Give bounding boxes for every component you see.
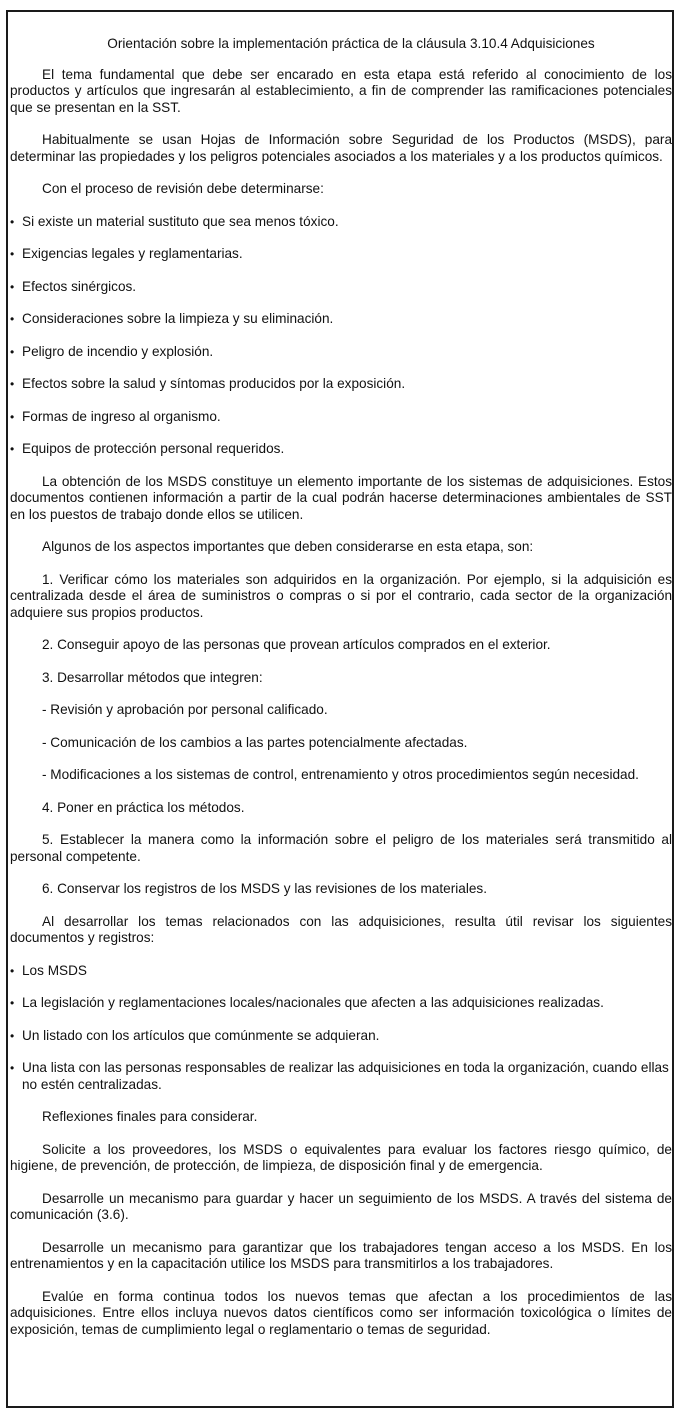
paragraph: Evalúe en forma continua todos los nuevos temas que afectan a los procedimientos de las adquisiciones. Entre ellos incluya nuevos datos científicos como ser información toxicológica o límites de exposición, temas de cumplimiento legal o reglamentario o temas de seguridad. bbox=[10, 1288, 672, 1337]
bullet-text: Si existe un material sustituto que sea menos tóxico. bbox=[22, 213, 339, 229]
paragraph: El tema fundamental que debe ser encarado en esta etapa está referido al conocimiento de los productos y artículos que ingresarán al establecimiento, a fin de comprender las ramificaciones potenciales que se presentan en la SST. bbox=[10, 66, 672, 115]
bullet-text: Peligro de incendio y explosión. bbox=[22, 343, 214, 359]
paragraph: 3. Desarrollar métodos que integren: bbox=[42, 669, 263, 685]
bullet-text: Equipos de protección personal requeridos. bbox=[22, 441, 285, 456]
paragraph: Con el proceso de revisión debe determinarse: bbox=[42, 181, 324, 196]
bullet-text: La legislación y reglamentaciones locales/nacionales que afecten a las adquisiciones realizadas. bbox=[22, 995, 604, 1010]
paragraph: La obtención de los MSDS constituye un elemento importante de los sistemas de adquisiciones. Estos documentos contienen información a partir de la cual podrán hacerse determinaciones ambientales de SST en los puestos de trabajo donde ellos se utilicen. bbox=[10, 473, 672, 522]
bullet-icon: • bbox=[10, 214, 15, 229]
bullet-icon: • bbox=[10, 312, 15, 326]
paragraph: Algunos de los aspectos importantes que deben considerarse en esta etapa, son: bbox=[42, 539, 534, 554]
bullet-item bbox=[10, 963, 672, 980]
bullet-item bbox=[10, 279, 672, 296]
bullet-text: Una lista con las personas responsables de realizar las adquisiciones en toda la organización, cuando ellas no estén centralizadas. bbox=[22, 1060, 669, 1092]
document-body bbox=[10, 36, 672, 1354]
bullet-icon: • bbox=[10, 344, 15, 359]
bullet-item bbox=[10, 441, 672, 458]
bullet-text: Consideraciones sobre la limpieza y su eliminación. bbox=[22, 311, 334, 326]
paragraph: - Modificaciones a los sistemas de control, entrenamiento y otros procedimientos según necesidad. bbox=[42, 767, 639, 782]
document-title: Orientación sobre la implementación práctica de la cláusula 3.10.4 Adquisiciones bbox=[107, 36, 595, 51]
paragraph: Solicite a los proveedores, los MSDS o equivalentes para evaluar los factores riesgo químico, de higiene, de prevención, de protección, de limpieza, de disposición final y de emergencia. bbox=[10, 1141, 672, 1173]
paragraph: 1. Verificar cómo los materiales son adquiridos en la organización. Por ejemplo, si la adquisición es centralizada desde el área de suministros o compras o si por el contrario, cada sector de la organización adquiere sus propios productos. bbox=[10, 571, 672, 620]
paragraph: Desarrolle un mecanismo para guardar y hacer un seguimiento de los MSDS. A través del sistema de comunicación (3.6). bbox=[10, 1190, 672, 1222]
paragraph: - Revisión y aprobación por personal calificado. bbox=[42, 702, 328, 717]
bullet-text: Exigencias legales y reglamentarias. bbox=[22, 246, 243, 261]
bullet-item bbox=[10, 409, 672, 426]
paragraph: Desarrolle un mecanismo para garantizar que los trabajadores tengan acceso a los MSDS. En los entrenamientos y en la capacitación utilice los MSDS para transmitirlos a los trabajadores. bbox=[10, 1239, 672, 1271]
paragraph: Reflexiones finales para considerar. bbox=[42, 1109, 258, 1124]
paragraph: 6. Conservar los registros de los MSDS y las revisiones de los materiales. bbox=[42, 881, 487, 896]
bullet-icon: • bbox=[10, 1061, 15, 1075]
paragraph: Al desarrollar los temas relacionados con las adquisiciones, resulta útil revisar los siguientes documentos y registros: bbox=[10, 913, 672, 945]
paragraph: 4. Poner en práctica los métodos. bbox=[42, 799, 245, 815]
bullet-icon: • bbox=[10, 963, 15, 978]
paragraph: - Comunicación de los cambios a las partes potencialmente afectadas. bbox=[42, 734, 468, 750]
bullet-icon: • bbox=[10, 996, 15, 1010]
bullet-item bbox=[10, 311, 672, 328]
bullet-item bbox=[10, 1028, 672, 1045]
bullet-item bbox=[10, 344, 672, 361]
bullet-item bbox=[10, 376, 672, 393]
bullet-icon: • bbox=[10, 1028, 15, 1043]
bullet-text: Los MSDS bbox=[22, 962, 87, 978]
bullet-item bbox=[10, 214, 672, 231]
bullet-icon: • bbox=[10, 279, 15, 294]
bullet-icon: • bbox=[10, 409, 15, 424]
bullet-text: Un listado con los artículos que comúnmente se adquieran. bbox=[22, 1027, 380, 1043]
bullet-text: Formas de ingreso al organismo. bbox=[22, 408, 221, 424]
paragraph: 5. Establecer la manera como la información sobre el peligro de los materiales será transmitido al personal competente. bbox=[10, 832, 672, 864]
bullet-item bbox=[10, 1060, 672, 1093]
paragraph: Habitualmente se usan Hojas de Información sobre Seguridad de los Productos (MSDS), para determinar las propiedades y los peligros potenciales asociados a los materiales y a los productos químicos. bbox=[10, 132, 672, 164]
bullet-item bbox=[10, 995, 672, 1012]
bullet-text: Efectos sobre la salud y síntomas producidos por la exposición. bbox=[22, 376, 406, 391]
bullet-icon: • bbox=[10, 247, 15, 261]
bullet-icon: • bbox=[10, 377, 15, 391]
bullet-icon: • bbox=[10, 442, 15, 456]
paragraph: 2. Conseguir apoyo de las personas que provean artículos comprados en el exterior. bbox=[42, 637, 551, 652]
bullet-text: Efectos sinérgicos. bbox=[22, 278, 137, 294]
bullet-item bbox=[10, 246, 672, 263]
